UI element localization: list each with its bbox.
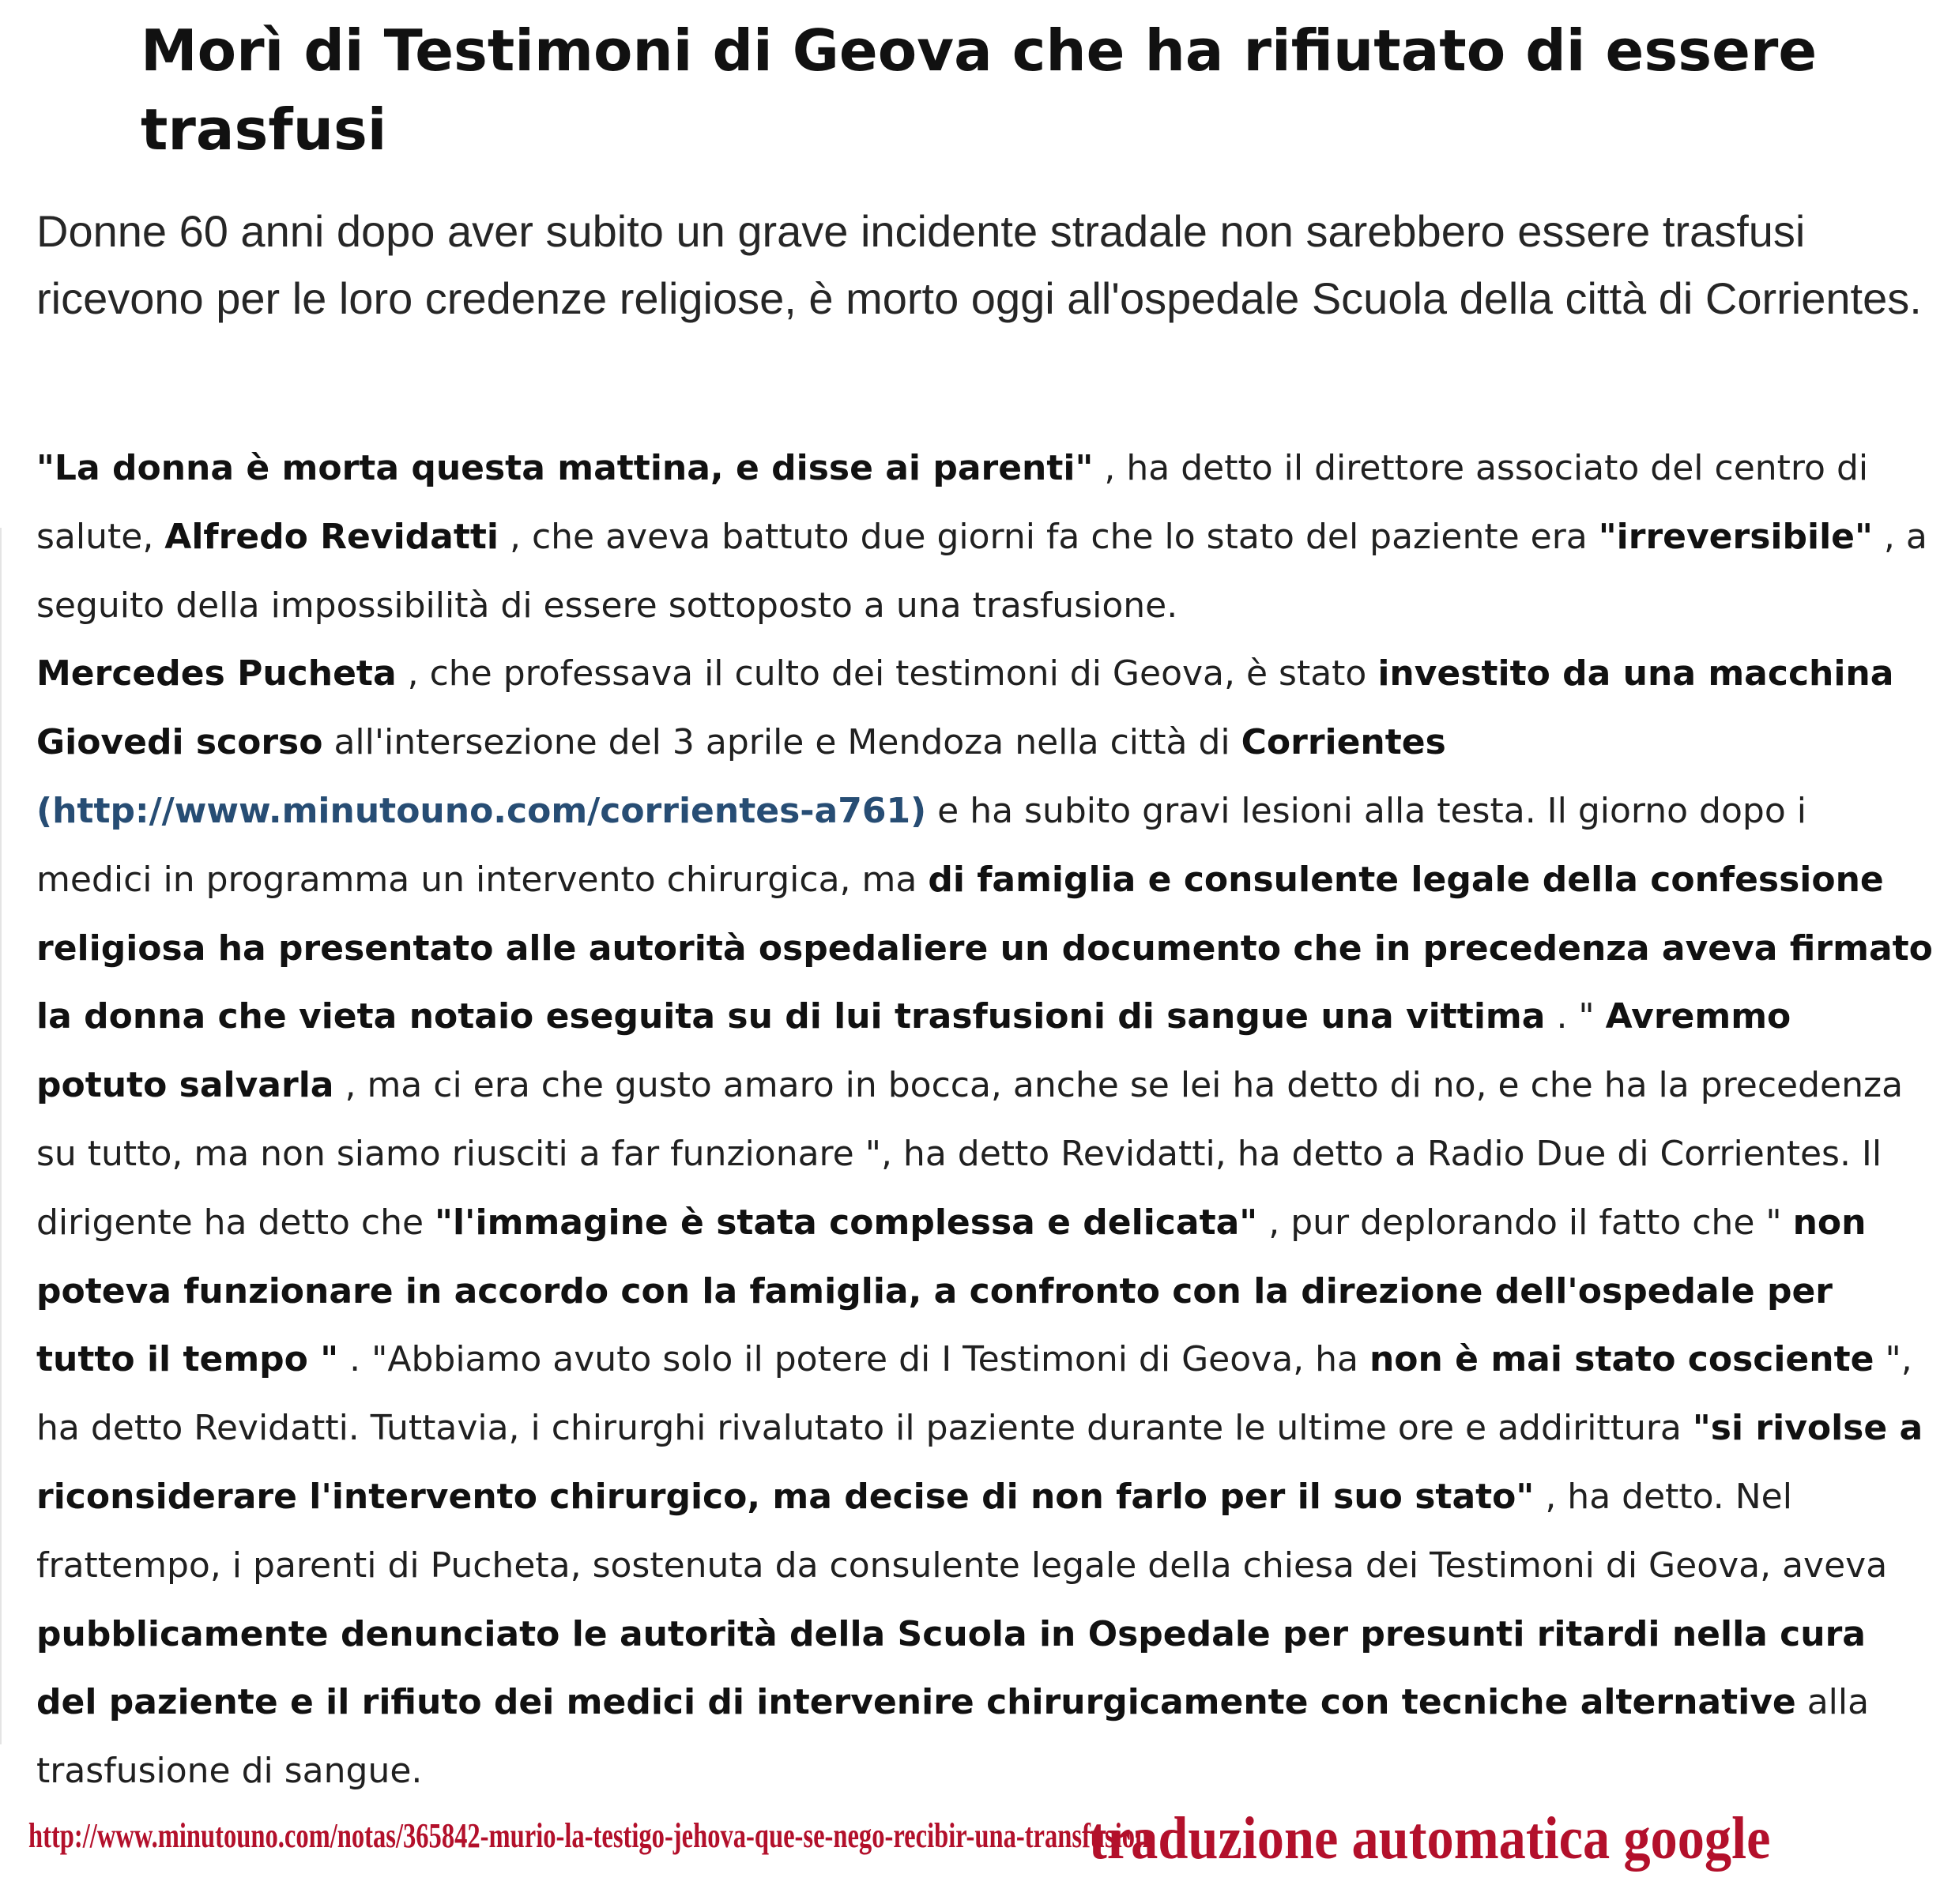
emphasis-text: non è mai stato cosciente — [1369, 1339, 1874, 1380]
body-text: alla trasfusione di sangue. — [36, 1682, 1870, 1792]
body-text: , a seguito della impossibilità di essere sottoposto a una trasfusione. — [36, 516, 1927, 626]
emphasis-text: pubblicamente denunciato le autorità della Scuola in Ospedale per presunti ritardi nella cura del paziente e il rifiuto dei medici di intervenire chirurgicamente con tecniche alternative — [36, 1613, 1866, 1723]
body-text: ", ha detto Revidatti. Tuttavia, i chirurghi rivalutato il paziente durante le ultime ore e addirittura — [36, 1339, 1912, 1449]
body-text: , ha detto il direttore associato del centro di salute, — [36, 448, 1869, 557]
article-lede: Donne 60 anni dopo aver subito un grave incidente stradale non sarebbero essere trasfusi ricevono per le loro credenze religiose, è morto oggi all'ospedale Scuola della città di Corrientes. — [36, 206, 1922, 323]
quote-text: Avremmo potuto salvarla — [36, 996, 1791, 1106]
article-body — [36, 435, 1933, 1806]
quote-text: "La donna è morta questa mattina, e disse ai parenti" — [36, 448, 1094, 488]
quote-text: "l'immagine è stata complessa e delicata" — [435, 1202, 1258, 1243]
body-text: . "Abbiamo avuto solo il potere di I Testimoni di Geova, ha — [338, 1339, 1369, 1380]
place-text: Corrientes — [1241, 722, 1446, 763]
emphasis-text: investito da una macchina Giovedi scorso — [36, 653, 1894, 763]
body-text: , ha detto. Nel frattempo, i parenti di Pucheta, sostenuta da consulente legale della chiesa dei Testimoni di Geova, aveva — [36, 1476, 1888, 1586]
quote-text: "si rivolse a riconsiderare l'intervento chirurgico, ma decise di non farlo per il suo stato" — [36, 1408, 1923, 1517]
quote-text: non poteva funzionare in accordo con la famiglia, a confronto con la direzione dell'ospedale per tutto il tempo " — [36, 1202, 1867, 1380]
translation-note: traduzione automatica google — [1089, 1805, 1771, 1872]
body-text: , pur deplorando il fatto che " — [1257, 1202, 1793, 1243]
body-text: , che aveva battuto due giorni fa che lo stato del paziente era — [498, 516, 1599, 557]
emphasis-text: di famiglia e consulente legale della confessione religiosa ha presentato alle autorità ospedaliere un documento che in precedenza aveva firmato la donna che vieta notaio eseguita su di lui trasfusioni di sangue una vittima — [36, 859, 1933, 1037]
body-text: . " — [1545, 996, 1595, 1037]
name-text: Alfredo Revidatti — [164, 516, 499, 557]
body-text: e ha subito gravi lesioni alla testa. Il giorno dopo i medici in programma un intervento chirurgica, ma — [36, 790, 1806, 900]
name-text: Mercedes Pucheta — [36, 653, 397, 694]
body-text: , ma ci era che gusto amaro in bocca, anche se lei ha detto di no, e che ha la precedenza su tutto, ma non siamo riusciti a far funzionare ", ha detto Revidatti, ha detto a Radio Due di Corrientes. Il dirigente ha detto che — [36, 1065, 1904, 1243]
quote-text: "irreversibile" — [1598, 516, 1873, 557]
body-text: all'intersezione del 3 aprile e Mendoza nella città di — [322, 722, 1241, 763]
source-url-text: http://www.minutouno.com/notas/365842-murio-la-testigo-jehova-que-se-nego-recibir-una-transfusion — [28, 1816, 1150, 1855]
corrientes-link[interactable]: (http://www.minutouno.com/corrientes-a761) — [36, 790, 927, 831]
left-divider — [0, 528, 2, 1744]
article-title: Morì di Testimoni di Geova che ha rifiutato di essere trasfusi — [141, 17, 1818, 163]
body-text: , che professava il culto dei testimoni di Geova, è stato — [396, 653, 1378, 694]
